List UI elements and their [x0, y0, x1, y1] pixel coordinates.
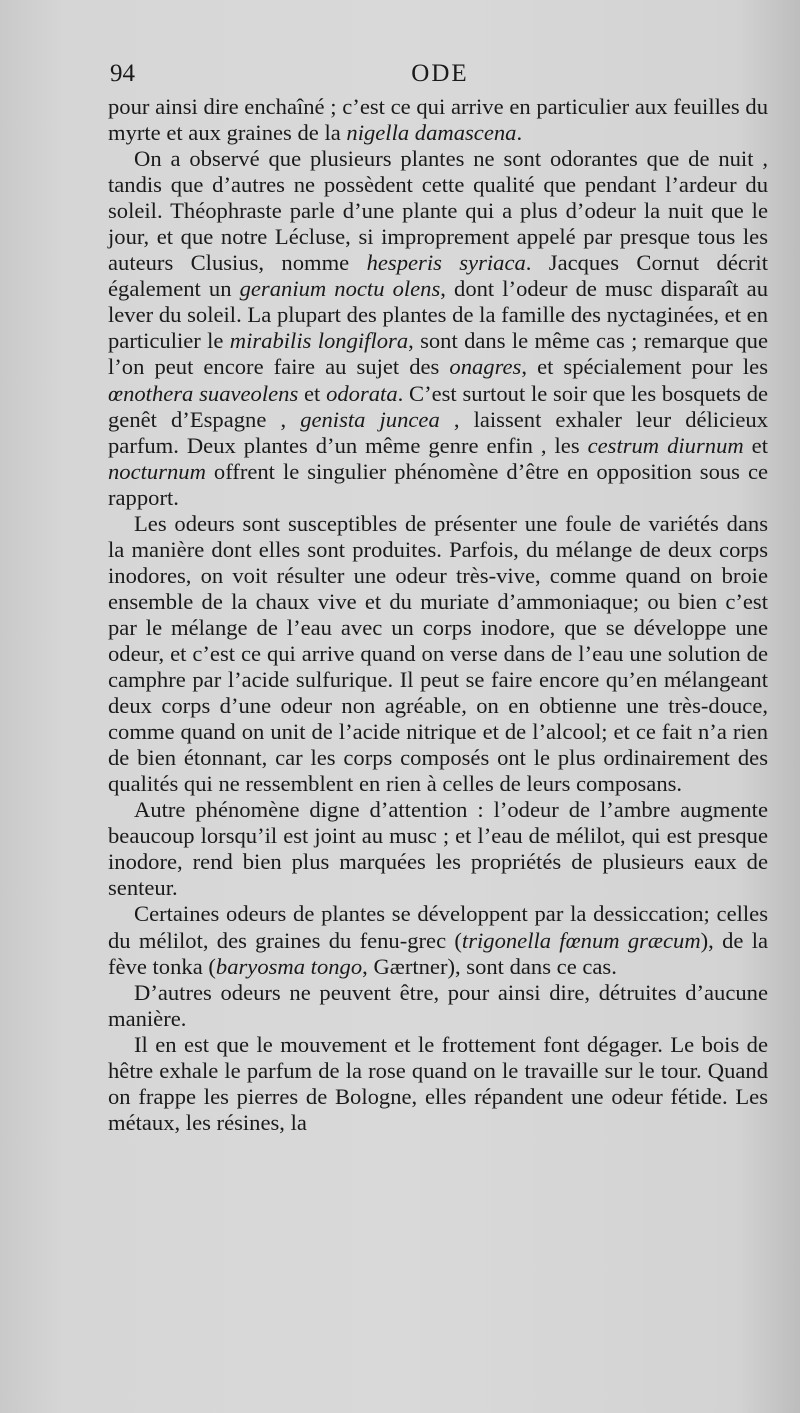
text-run: pour ainsi dire enchaîné ; c’est ce qui arrive en particulier aux feuilles du myrte et aux graines de la	[108, 94, 768, 146]
running-head: ODE	[411, 60, 469, 87]
italic-term: cestrum diurnum	[587, 432, 744, 458]
italic-term: trigonella fœnum græcum	[461, 927, 701, 953]
italic-term: hesperis syriaca	[366, 250, 526, 276]
italic-term: baryosma tongo	[215, 953, 363, 979]
text-run: D’autres odeurs ne peuvent être, pour ainsi dire, détruites d’aucune manière.	[108, 979, 768, 1031]
italic-term: œnothera suaveolens	[108, 380, 299, 406]
text-run: .	[516, 120, 523, 146]
text-run: , et spécialement pour les	[521, 354, 768, 380]
italic-term: odorata	[326, 380, 398, 406]
paragraph	[108, 146, 768, 511]
paragraph	[108, 94, 768, 146]
text-run: ), de la fève tonka (	[108, 927, 769, 979]
text-run: et	[743, 432, 768, 458]
paragraph	[108, 980, 768, 1032]
text-run: , Gærtner), sont dans ce cas.	[362, 953, 617, 979]
text-run: Autre phénomène digne d’attention : l’odeur de l’ambre augmente beaucoup lorsqu’il est joint au musc ; et l’eau de mélilot, qui est presque inodore, rend bien plus marquées les propriétés de plusieurs eaux de senteur.	[108, 797, 768, 901]
text-run: . Jacques Cornut décrit également un	[108, 250, 768, 302]
text-run: , sont dans le même cas ; remarque que l’on peut encore faire au sujet des	[108, 328, 769, 380]
italic-term: onagres	[449, 354, 522, 380]
text-run: Il en est que le mouvement et le frottement font dégager. Le bois de hêtre exhale le parfum de la rose quand on le travaille sur le tour. Quand on frappe les pierres de Bologne, elles répandent une odeur fétide. Les métaux, les résines, la	[108, 1031, 768, 1135]
text-run: On a observé que plusieurs plantes ne sont odorantes que de nuit , tandis que d’autres ne possèdent cette qualité que pendant l’ardeur du soleil. Théophraste parle d’une plante qui a plus d’odeur la nuit que le jour, et que notre Lécluse, si improprement appelé par presque tous les auteurs Clusius, nomme	[108, 146, 768, 276]
paragraph	[108, 511, 768, 798]
text-run: offrent le singulier phénomène d’être en opposition sous ce rapport.	[108, 458, 768, 510]
text-run: , dont l’odeur de musc disparaît au lever du soleil. La plupart des plantes de la famille des nyctaginées, et en particulier le	[108, 276, 768, 354]
text-run: Certaines odeurs de plantes se développent par la dessiccation; celles du mélilot, des graines du fenu-grec (	[108, 901, 768, 953]
page-header	[110, 60, 770, 94]
paragraph	[108, 901, 768, 979]
page-number: 94	[110, 60, 135, 87]
text-run: et	[298, 380, 327, 406]
body-text	[108, 94, 768, 1136]
text-run: , laissent exhaler leur délicieux parfum. Deux plantes d’un même genre enfin , les	[108, 406, 769, 458]
paragraph	[108, 1032, 768, 1136]
text-run: Les odeurs sont susceptibles de présenter une foule de variétés dans la manière dont elles sont produites. Parfois, du mélange de deux corps inodores, on voit résulter une odeur très-vive, comme quand on broie ensemble de la chaux vive et du muriate d’ammoniaque; ou bien c’est par le mélange de l’eau avec un corps inodore, que se développe une odeur, et c’est ce qui arrive quand on verse dans de l’eau une solution de camphre par l’acide sulfurique. Il peut se faire encore qu’en mélangeant deux corps d’une odeur non agréable, on en obtienne une très-douce, comme quand on unit de l’acide nitrique et de l’alcool; et ce fait n’a rien de bien étonnant, car les corps composés ont le plus ordinairement des qualités qui ne ressemblent en rien à celles de leurs composans.	[108, 510, 768, 797]
italic-term: mirabilis longiflora	[229, 328, 409, 354]
text-run: . C’est surtout le soir que les bosquets de genêt d’Espagne ,	[108, 380, 769, 432]
italic-term: nigella damascena	[346, 120, 517, 146]
paragraph	[108, 797, 768, 901]
italic-term: nocturnum	[108, 458, 206, 484]
italic-term: genista juncea	[300, 406, 440, 432]
italic-term: geranium noctu olens	[239, 276, 441, 302]
